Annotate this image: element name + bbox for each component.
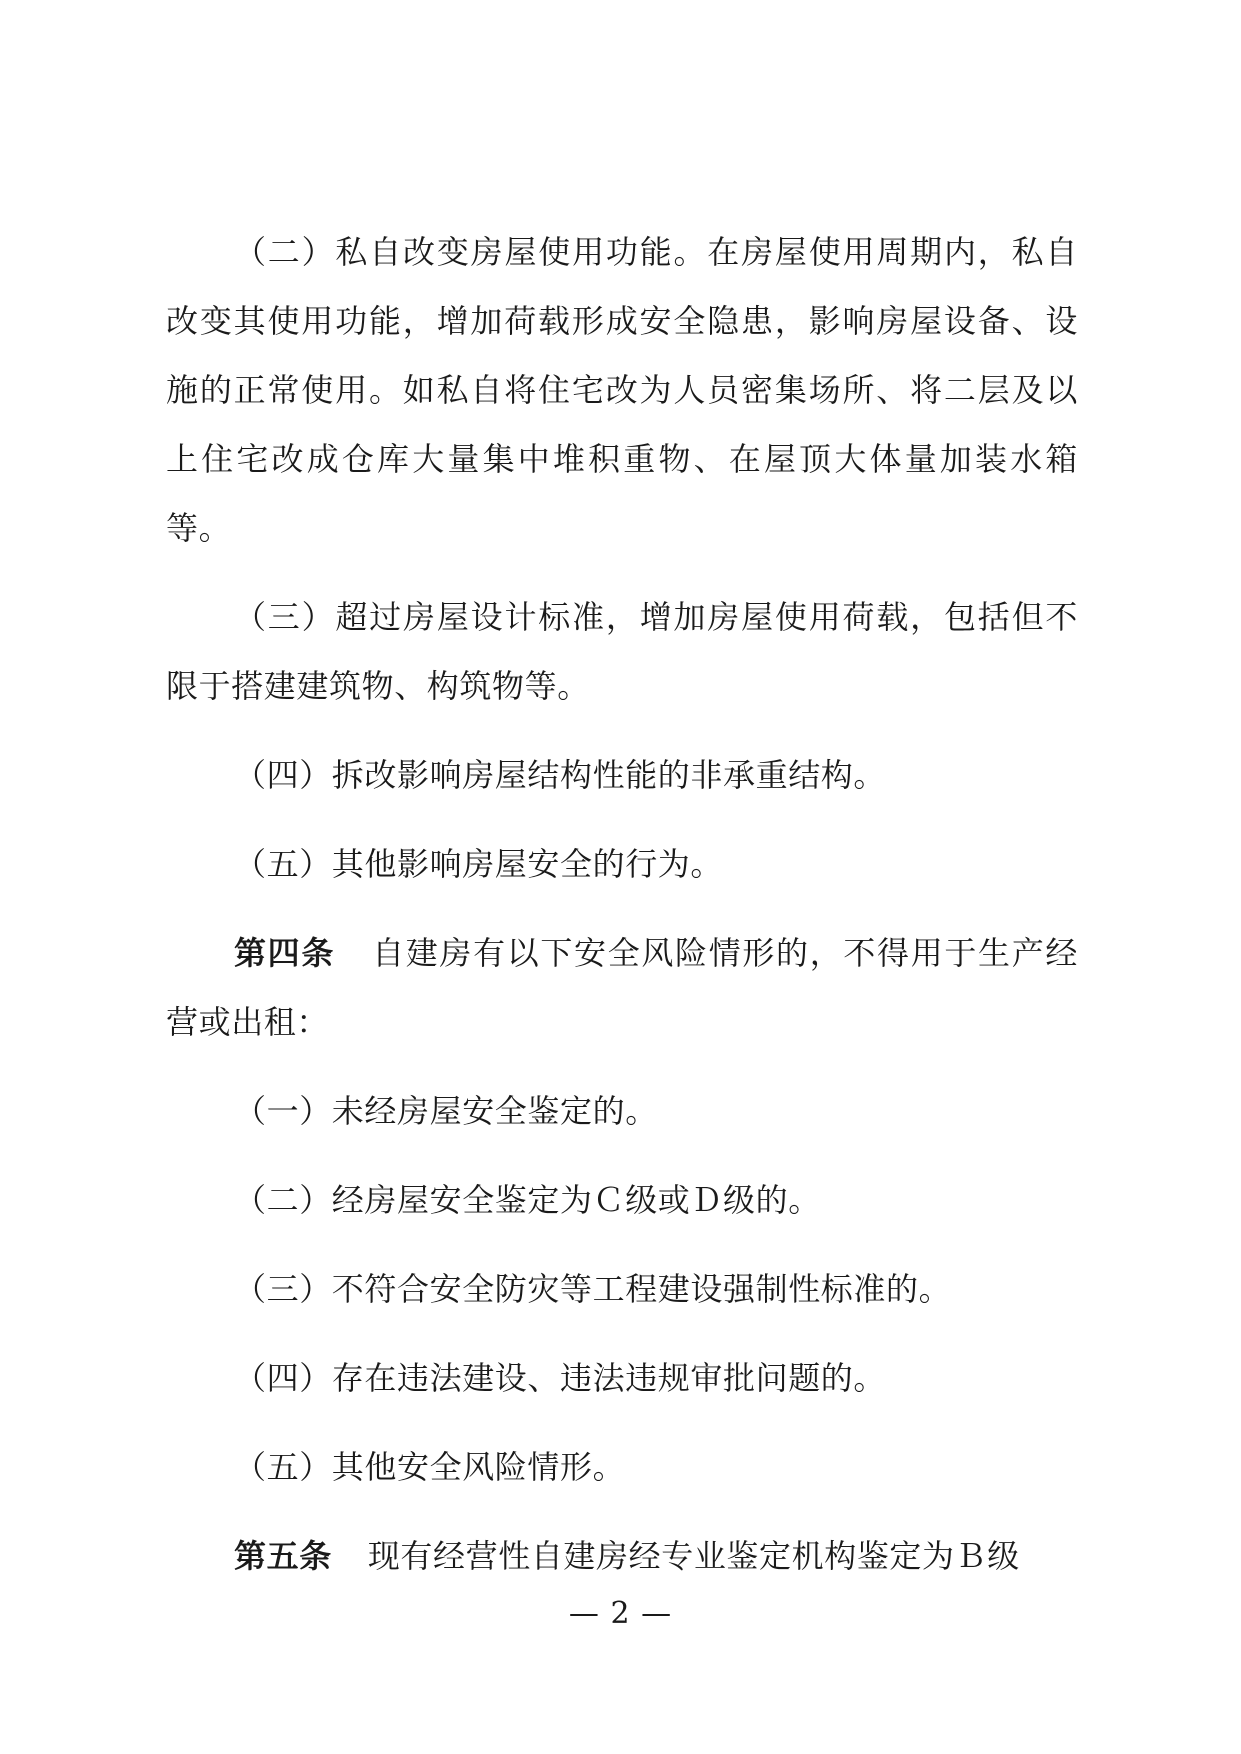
document-body <box>166 218 1078 1611</box>
article-5-paragraph <box>166 1522 1078 1591</box>
article-4-item-2: （二）经房屋安全鉴定为Ｃ级或Ｄ级的。 <box>234 1181 821 1219</box>
paragraph-item-2-function-change: （二）私自改变房屋使用功能。在房屋使用周期内，私自改变其使用功能，增加荷载形成安全隐患，影响房屋设备、设施的正常使用。如私自将住宅改为人员密集场所、将二层及以上住宅改成仓库大量集中堆积重物、在屋顶大体量加装水箱等。 <box>166 233 1078 547</box>
paragraph-item-3-load-excess: （三）超过房屋设计标准，增加房屋使用荷载，包括但不限于搭建建筑物、构筑物等。 <box>166 598 1078 705</box>
article-4-text: 自建房有以下安全风险情形的，不得用于生产经营或出租： <box>166 934 1078 1041</box>
article-5-text: 现有经营性自建房经专业鉴定机构鉴定为Ｂ级 <box>367 1537 1020 1575</box>
article-4-heading: 第四条 <box>234 934 335 972</box>
article-4-item-4: （四）存在违法建设、违法违规审批问题的。 <box>234 1359 887 1397</box>
article-4-item-1: （一）未经房屋安全鉴定的。 <box>234 1092 658 1130</box>
article-5-heading: 第五条 <box>234 1537 332 1575</box>
article-4-item-3: （三）不符合安全防灾等工程建设强制性标准的。 <box>234 1270 952 1308</box>
article-4-item-5: （五）其他安全风险情形。 <box>234 1448 626 1486</box>
article-4-paragraph <box>166 919 1078 1057</box>
paragraph-item-5-other-behaviors: （五）其他影响房屋安全的行为。 <box>234 845 724 883</box>
page-number: — 2 — <box>568 1596 673 1631</box>
paragraph-item-4-non-load-bearing: （四）拆改影响房屋结构性能的非承重结构。 <box>234 756 887 794</box>
